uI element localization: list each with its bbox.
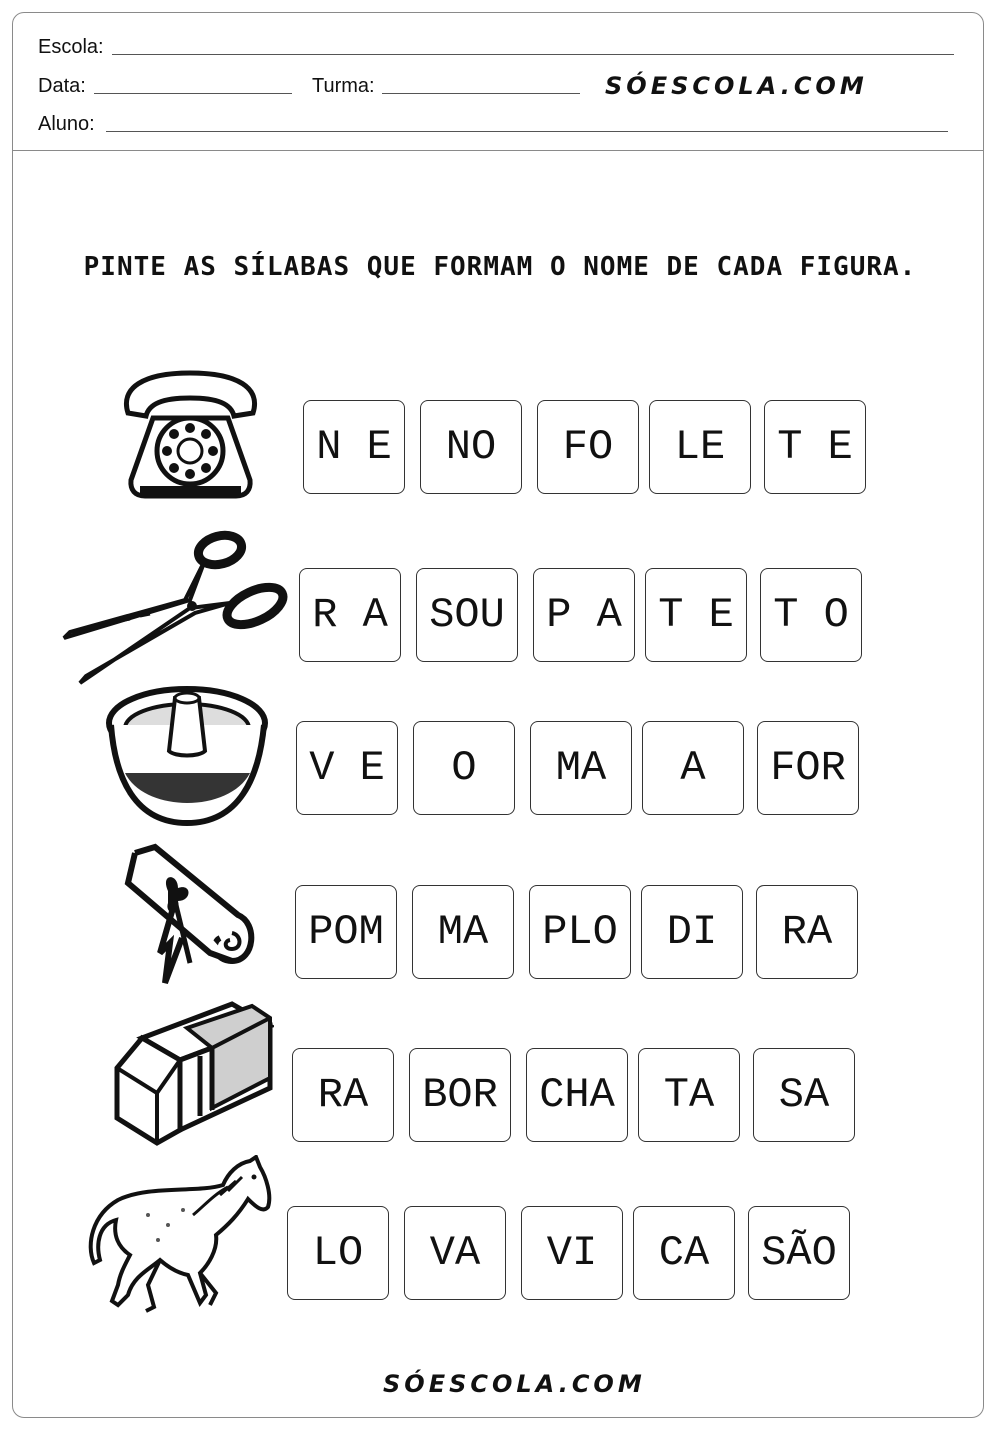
- syllable-box[interactable]: R A: [299, 568, 401, 662]
- syllable-box[interactable]: T E: [645, 568, 747, 662]
- syllable-box[interactable]: CA: [633, 1206, 735, 1300]
- eraser-icon: [112, 998, 274, 1146]
- syllable-box[interactable]: N E: [303, 400, 405, 494]
- syllable-box[interactable]: MA: [530, 721, 632, 815]
- syllable-box[interactable]: LE: [649, 400, 751, 494]
- school-field[interactable]: [112, 54, 954, 55]
- syllable-box[interactable]: FOR: [757, 721, 859, 815]
- syllable-box[interactable]: RA: [756, 885, 858, 979]
- class-field[interactable]: [382, 93, 580, 94]
- syllable-box[interactable]: NO: [420, 400, 522, 494]
- brand-logo-top: SÓESCOLA.COM: [605, 72, 868, 100]
- syllable-box[interactable]: DI: [641, 885, 743, 979]
- syllable-box[interactable]: A: [642, 721, 744, 815]
- syllable-box[interactable]: SA: [753, 1048, 855, 1142]
- syllable-box[interactable]: T O: [760, 568, 862, 662]
- syllable-box[interactable]: O: [413, 721, 515, 815]
- school-label: Escola:: [38, 36, 104, 58]
- syllable-box[interactable]: P A: [533, 568, 635, 662]
- date-field[interactable]: [94, 93, 292, 94]
- syllable-box[interactable]: SOU: [416, 568, 518, 662]
- cake-pan-icon: [105, 683, 270, 831]
- student-field[interactable]: [106, 131, 948, 132]
- header-divider: [13, 150, 983, 151]
- syllable-box[interactable]: PLO: [529, 885, 631, 979]
- syllable-box[interactable]: VA: [404, 1206, 506, 1300]
- syllable-box[interactable]: FO: [537, 400, 639, 494]
- diploma-icon: [120, 843, 260, 988]
- syllable-box[interactable]: BOR: [409, 1048, 511, 1142]
- syllable-box[interactable]: POM: [295, 885, 397, 979]
- scissors-icon: [60, 528, 295, 688]
- syllable-box[interactable]: LO: [287, 1206, 389, 1300]
- syllable-box[interactable]: VI: [521, 1206, 623, 1300]
- syllable-box[interactable]: MA: [412, 885, 514, 979]
- horse-icon: [88, 1155, 273, 1315]
- syllable-box[interactable]: TA: [638, 1048, 740, 1142]
- syllable-box[interactable]: SÃO: [748, 1206, 850, 1300]
- class-label: Turma:: [312, 75, 375, 97]
- brand-logo-bottom: SÓESCOLA.COM: [383, 1370, 646, 1398]
- syllable-box[interactable]: CHA: [526, 1048, 628, 1142]
- student-label: Aluno:: [38, 113, 95, 135]
- date-label: Data:: [38, 75, 86, 97]
- telephone-icon: [118, 368, 263, 503]
- syllable-box[interactable]: V E: [296, 721, 398, 815]
- syllable-box[interactable]: RA: [292, 1048, 394, 1142]
- instruction-text: PINTE AS SÍLABAS QUE FORMAM O NOME DE CADA FIGURA.: [83, 252, 917, 282]
- syllable-box[interactable]: T E: [764, 400, 866, 494]
